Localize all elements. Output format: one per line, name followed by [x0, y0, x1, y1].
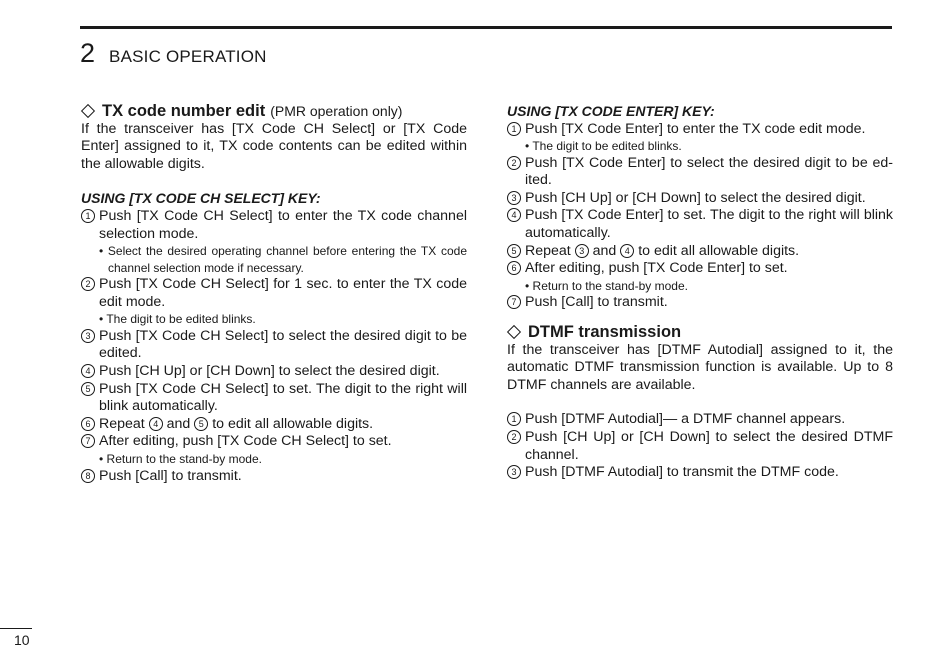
step-ref: 5: [194, 417, 208, 431]
diamond-icon: [81, 104, 95, 118]
subheading-code-enter: USING [TX CODE ENTER] KEY:: [507, 103, 715, 119]
step-number: 3: [507, 465, 521, 479]
step-text: Push [TX Code CH Select] for 1 sec. to enter the TX code edit mode.: [99, 276, 467, 310]
page-number: 10: [14, 632, 30, 648]
step-text: Push [TX Code CH Select] to select the desired digit to be edited.: [99, 327, 467, 362]
step-number: 5: [507, 244, 521, 258]
section-note: (PMR operation only): [270, 103, 403, 119]
step-text: Push [TX Code CH Select] to set. The digit to the right will blink automatically.: [99, 380, 467, 415]
step-note: • The digit to be edited blinks.: [99, 312, 256, 327]
step-number: 3: [507, 191, 521, 205]
left-column: [81, 103, 467, 485]
step-note: • The digit to be edited blinks.: [525, 139, 682, 154]
step-item: [507, 243, 893, 261]
dtmf-intro: If the transceiver has [DTMF Autodial] assigned to it, the automatic DTMF transmission function is available. Up to 8 DTMF channels are available.: [507, 341, 893, 393]
step-item: [81, 363, 467, 381]
subheading-ch-select: USING [TX CODE CH SELECT] KEY:: [81, 190, 321, 207]
intro-paragraph: If the transceiver has [TX Code CH Select] or [TX Code Enter] assigned to it, TX code contents can be edited within the allowable digits.: [81, 120, 467, 172]
step-item: [507, 190, 893, 208]
step-text: After editing, push [TX Code Enter] to set.: [525, 260, 788, 277]
step-number: 8: [81, 469, 95, 483]
step-text: Push [TX Code Enter] to select the desired digit to be ed-ited.: [525, 154, 893, 189]
step-item: [81, 208, 467, 243]
step-text: After editing, push [TX Code CH Select] to set.: [99, 433, 392, 450]
section-title: TX code number edit: [102, 102, 266, 120]
step-item: [81, 276, 467, 311]
step-item: [81, 433, 467, 451]
step-number: 5: [81, 382, 95, 396]
step-text: Push [CH Up] or [CH Down] to select the desired digit.: [525, 189, 866, 206]
chapter-header: [80, 38, 267, 69]
step-item: [507, 121, 893, 139]
step-text: Push [DTMF Autodial]— a DTMF channel appears.: [525, 411, 846, 428]
right-column: [507, 103, 893, 482]
step-text: Push [TX Code CH Select] to enter the TX code channel selection mode.: [99, 207, 467, 242]
step-text: Push [Call] to transmit.: [525, 294, 668, 311]
step-item: [81, 416, 467, 434]
step-number: 7: [81, 434, 95, 448]
step-number: 6: [81, 417, 95, 431]
step-number: 4: [507, 208, 521, 222]
step-item: [81, 328, 467, 363]
step-number: 4: [81, 364, 95, 378]
section-heading-tx-code: [81, 103, 467, 121]
step-item: [507, 411, 893, 429]
step-note: • Select the desired operating channel before entering the TX code channel selection mode if necessary.: [99, 244, 467, 275]
chapter-number: 2: [80, 38, 96, 68]
chapter-title: BASIC OPERATION: [109, 47, 267, 66]
step-note: • Return to the stand-by mode.: [99, 452, 262, 466]
step-number: 1: [507, 412, 521, 426]
step-ref: 3: [575, 244, 589, 258]
step-number: 3: [81, 329, 95, 343]
diamond-icon: [507, 325, 521, 339]
step-text: Push [CH Up] or [CH Down] to select the desired digit.: [99, 363, 440, 380]
step-number: 2: [81, 277, 95, 291]
step-item: [507, 207, 893, 242]
step-item: [81, 468, 467, 486]
step-number: 1: [81, 209, 95, 223]
step-number: 1: [507, 122, 521, 136]
step-text: Repeat 3 and 4 to edit all allowable digits.: [525, 242, 800, 259]
dtmf-title: DTMF transmission: [528, 322, 682, 341]
step-text: Push [Call] to transmit.: [99, 467, 242, 484]
step-item: [507, 294, 893, 312]
step-item: [507, 260, 893, 278]
step-text: Repeat 4 and 5 to edit all allowable digits.: [99, 415, 374, 432]
step-number: 2: [507, 156, 521, 170]
step-item: [507, 155, 893, 190]
step-ref: 4: [149, 417, 163, 431]
step-note: • Return to the stand-by mode.: [525, 278, 688, 293]
step-item: [81, 381, 467, 416]
step-text: Push [TX Code Enter] to enter the TX code edit mode.: [525, 120, 866, 137]
footer-rule: [0, 628, 32, 629]
step-text: Push [DTMF Autodial] to transmit the DTMF code.: [525, 464, 839, 481]
step-text: Push [CH Up] or [CH Down] to select the desired DTMF channel.: [525, 428, 893, 463]
step-number: 7: [507, 295, 521, 309]
step-item: [507, 429, 893, 464]
step-text: Push [TX Code Enter] to set. The digit to the right will blink automatically.: [525, 207, 893, 242]
section-heading-dtmf: [507, 324, 893, 342]
step-number: 2: [507, 430, 521, 444]
step-item: [507, 464, 893, 482]
header-rule: [80, 26, 892, 29]
step-ref: 4: [620, 244, 634, 258]
step-number: 6: [507, 261, 521, 275]
